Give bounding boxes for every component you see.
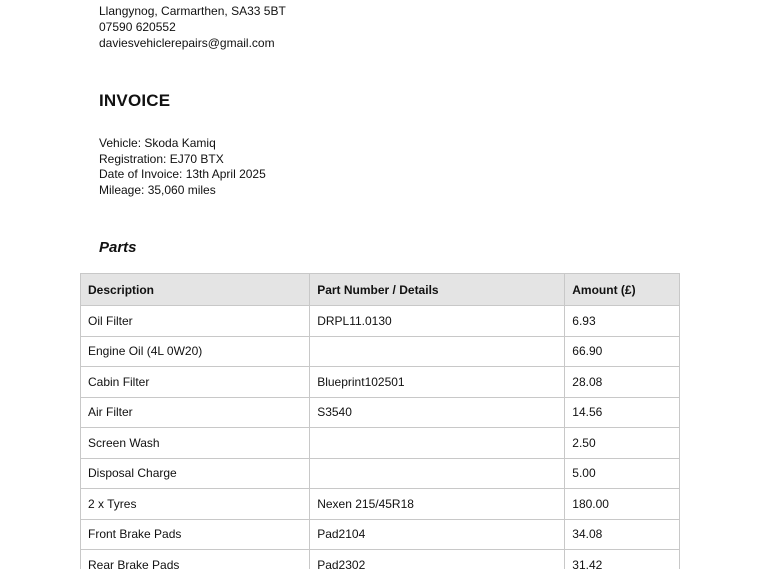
cell-description: Engine Oil (4L 0W20) (81, 336, 310, 367)
cell-description: Cabin Filter (81, 367, 310, 398)
cell-part-number (310, 458, 565, 489)
table-row (81, 397, 680, 428)
cell-amount: 66.90 (565, 336, 680, 367)
table-header-row (81, 274, 680, 306)
table-row (81, 489, 680, 520)
cell-part-number: Nexen 215/45R18 (310, 489, 565, 520)
table-row (81, 458, 680, 489)
cell-part-number: Pad2104 (310, 519, 565, 550)
parts-table (80, 273, 680, 569)
table-row (81, 367, 680, 398)
business-phone: 07590 620552 (99, 20, 176, 34)
cell-amount: 180.00 (565, 489, 680, 520)
cell-description: Disposal Charge (81, 458, 310, 489)
cell-amount: 31.42 (565, 550, 680, 569)
cell-part-number (310, 428, 565, 459)
cell-part-number: DRPL11.0130 (310, 306, 565, 337)
cell-part-number: Pad2302 (310, 550, 565, 569)
business-contact-block (99, 3, 286, 51)
cell-part-number (310, 336, 565, 367)
vehicle-model: Vehicle: Skoda Kamiq (99, 136, 216, 150)
cell-amount: 6.93 (565, 306, 680, 337)
cell-description: 2 x Tyres (81, 489, 310, 520)
cell-amount: 5.00 (565, 458, 680, 489)
cell-description: Screen Wash (81, 428, 310, 459)
parts-section-heading: Parts (99, 239, 137, 256)
invoice-date: Date of Invoice: 13th April 2025 (99, 167, 266, 181)
vehicle-mileage: Mileage: 35,060 miles (99, 182, 216, 197)
cell-description: Oil Filter (81, 306, 310, 337)
cell-amount: 2.50 (565, 428, 680, 459)
cell-description: Air Filter (81, 397, 310, 428)
column-header-description: Description (81, 274, 310, 306)
column-header-amount: Amount (£) (565, 274, 680, 306)
column-header-part-number: Part Number / Details (310, 274, 565, 306)
cell-amount: 28.08 (565, 367, 680, 398)
business-email: daviesvehiclerepairs@gmail.com (99, 36, 275, 50)
cell-description: Front Brake Pads (81, 519, 310, 550)
vehicle-registration: Registration: EJ70 BTX (99, 151, 224, 166)
table-row (81, 428, 680, 459)
table-row (81, 519, 680, 550)
cell-amount: 34.08 (565, 519, 680, 550)
table-row (81, 550, 680, 569)
table-row (81, 306, 680, 337)
invoice-title: INVOICE (99, 91, 171, 110)
vehicle-details-block (99, 136, 266, 198)
cell-amount: 14.56 (565, 397, 680, 428)
cell-description: Rear Brake Pads (81, 550, 310, 569)
table-row (81, 336, 680, 367)
business-address: Llangynog, Carmarthen, SA33 5BT (99, 4, 286, 18)
cell-part-number: S3540 (310, 397, 565, 428)
cell-part-number: Blueprint102501 (310, 367, 565, 398)
